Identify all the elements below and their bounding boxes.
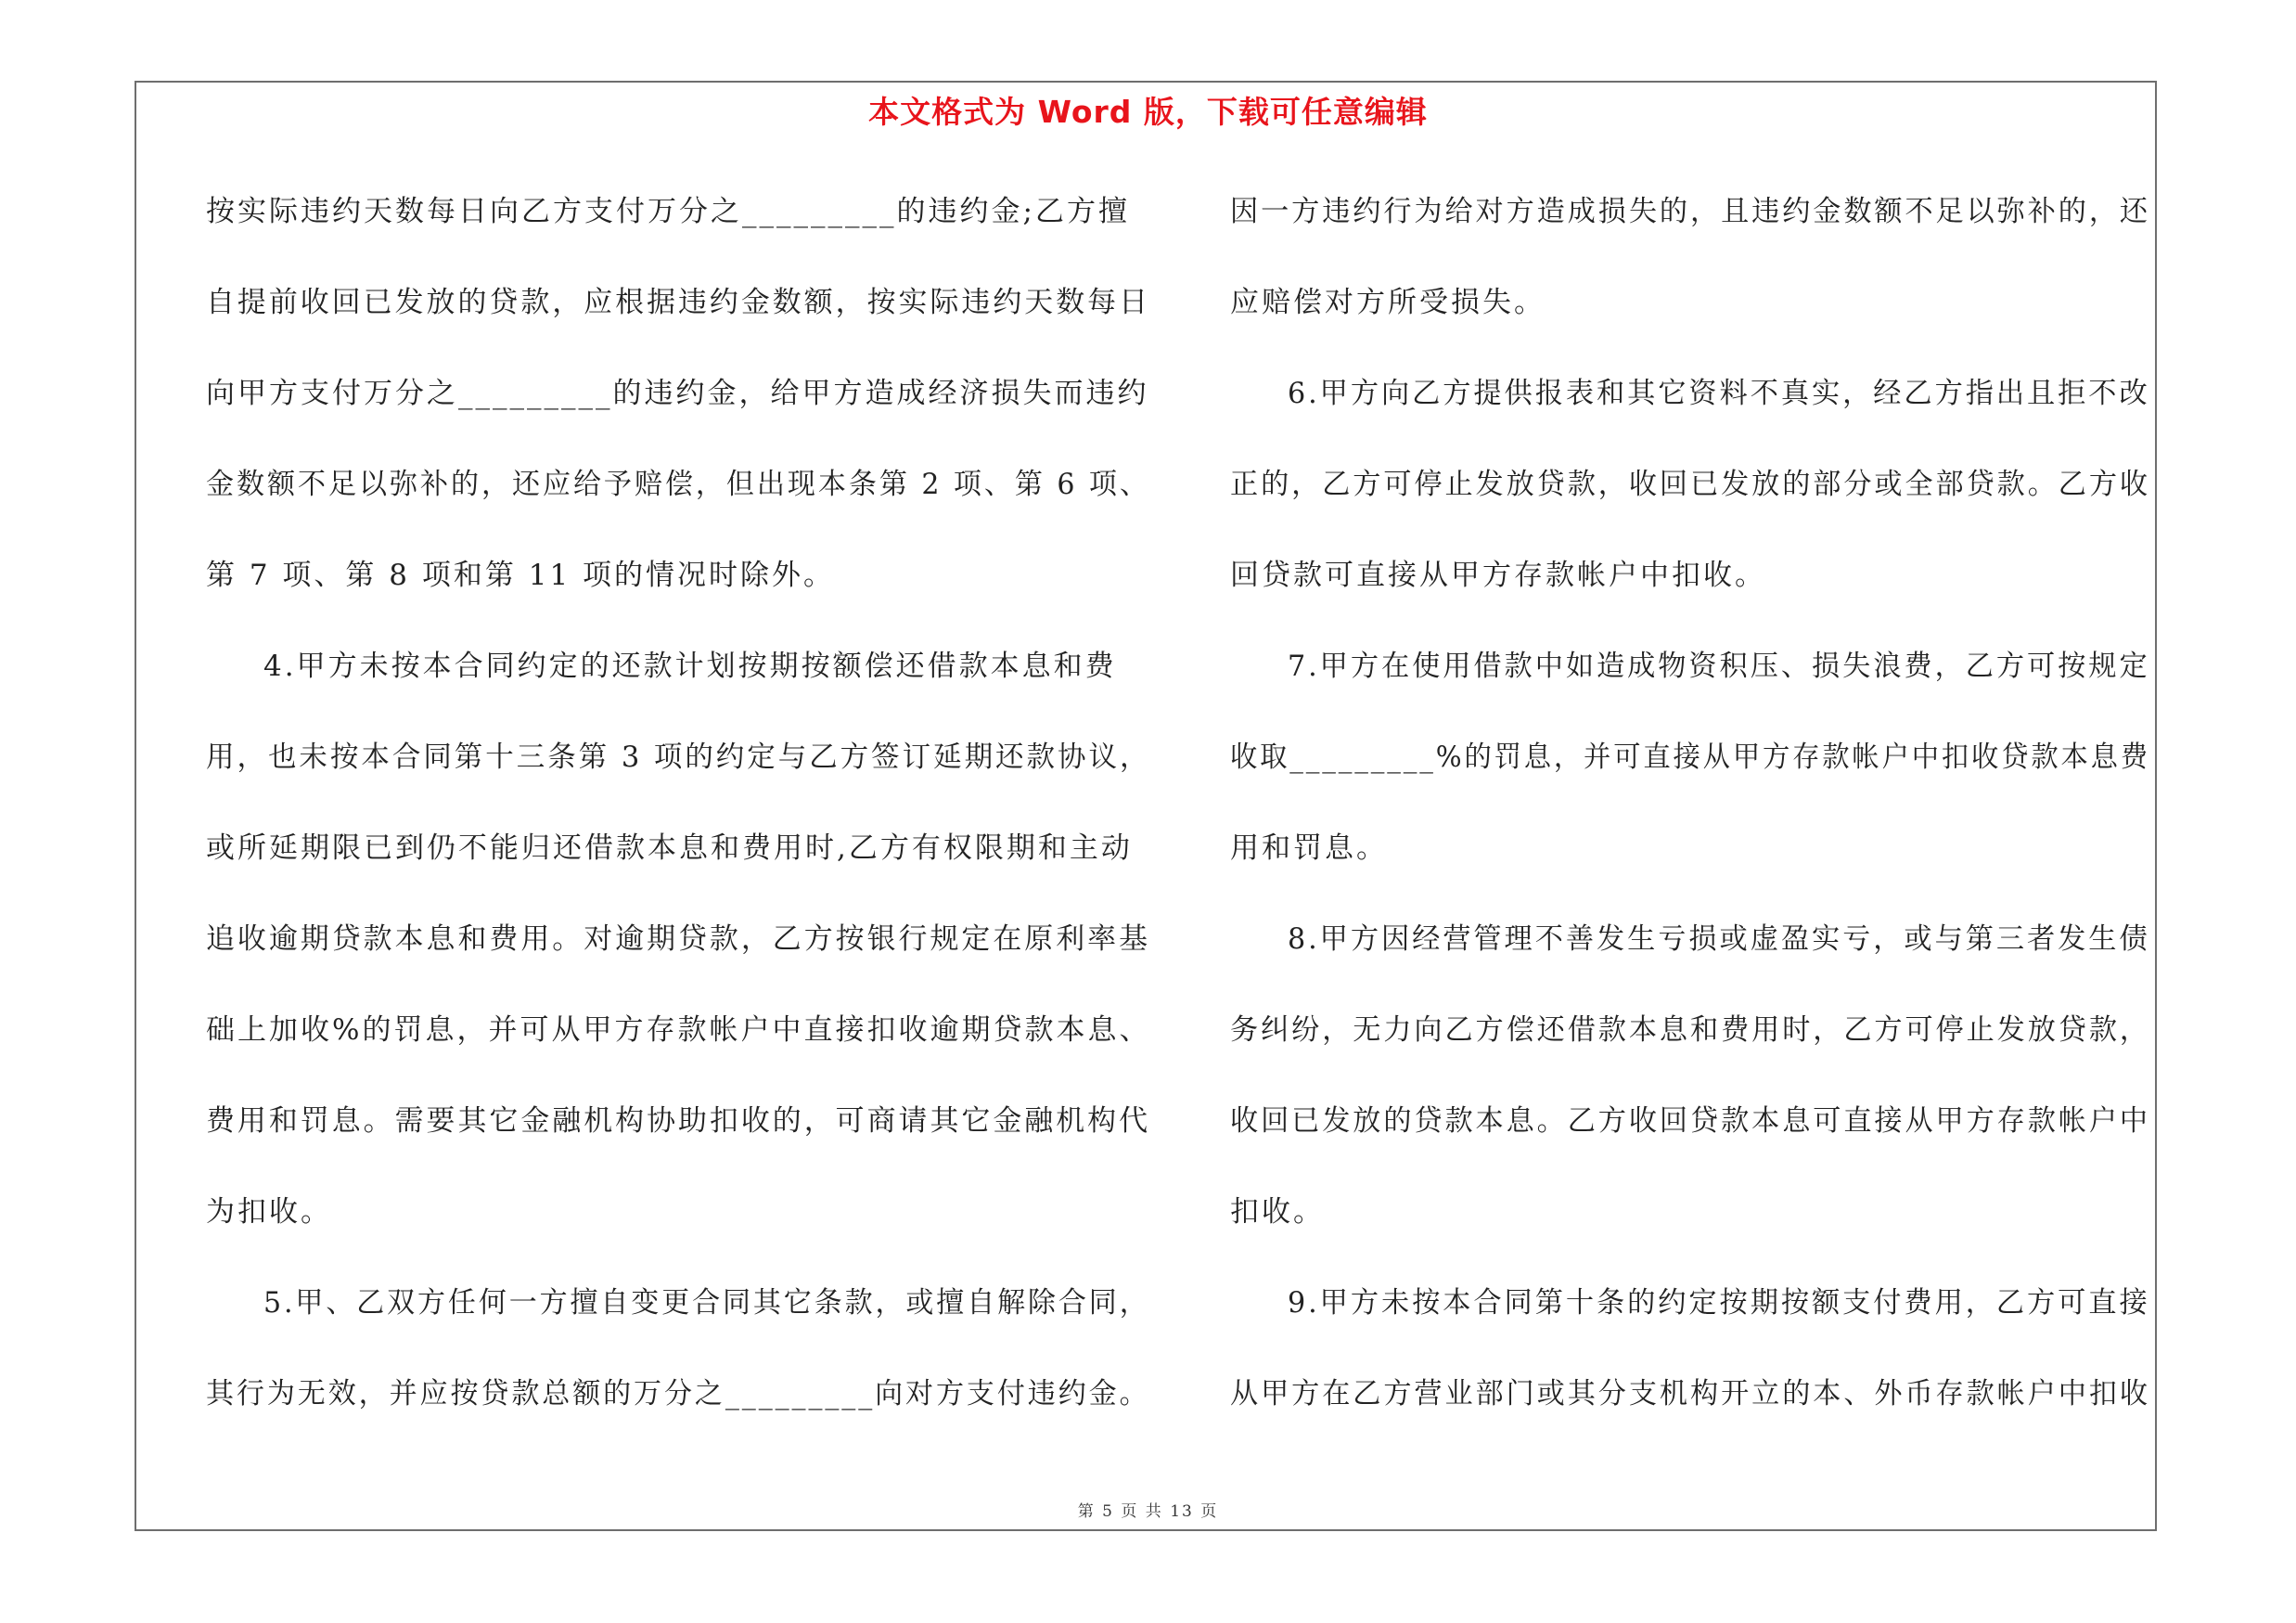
text-line: 础上加收%的罚息，并可从甲方存款帐户中直接扣收逾期贷款本息、 [206,1013,1151,1047]
text-line: 从甲方在乙方营业部门或其分支机构开立的本、外币存款帐户中扣收 [1230,1377,2150,1410]
text-line: 务纠纷，无力向乙方偿还借款本息和费用时，乙方可停止发放贷款， [1230,1013,2150,1047]
paragraph-6-start: 6.甲方向乙方提供报表和其它资料不真实，经乙方指出且拒不改 [1288,377,2150,410]
paragraph-8-start: 8.甲方因经营管理不善发生亏损或虚盈实亏，或与第三者发生债 [1288,922,2150,956]
text-line: 金数额不足以弥补的，还应给予赔偿，但出现本条第 2 项、第 6 项、 [206,468,1150,501]
text-line: 收取_________%的罚息，并可直接从甲方存款帐户中扣收贷款本息费 [1230,741,2150,774]
text-line: 第 7 项、第 8 项和第 11 项的情况时除外。 [206,559,836,592]
text-line: 用，也未按本合同第十三条第 3 项的约定与乙方签订延期还款协议， [206,741,1151,774]
text-line: 追收逾期贷款本息和费用。对逾期贷款，乙方按银行规定在原利率基 [206,922,1150,956]
text-line: 其行为无效，并应按贷款总额的万分之_________向对方支付违约金。 [206,1377,1150,1410]
paragraph-4-start: 4.甲方未按本合同约定的还款计划按期按额偿还借款本息和费 [263,650,1117,683]
paragraph-9-start: 9.甲方未按本合同第十条的约定按期按额支付费用，乙方可直接 [1288,1286,2150,1320]
text-line: 收回已发放的贷款本息。乙方收回贷款本息可直接从甲方存款帐户中 [1230,1104,2150,1138]
text-line: 费用和罚息。需要其它金融机构协助扣收的，可商请其它金融机构代 [206,1104,1150,1138]
text-line: 按实际违约天数每日向乙方支付万分之_________的违约金;乙方擅 [206,195,1130,228]
paragraph-7-start: 7.甲方在使用借款中如造成物资积压、损失浪费，乙方可按规定 [1288,650,2150,683]
text-line: 为扣收。 [206,1195,332,1229]
paragraph-5-start: 5.甲、乙双方任何一方擅自变更合同其它条款，或擅自解除合同， [263,1286,1150,1320]
text-line: 因一方违约行为给对方造成损失的，且违约金数额不足以弥补的，还 [1230,195,2150,228]
text-line: 自提前收回已发放的贷款，应根据违约金数额，按实际违约天数每日 [206,286,1150,319]
text-line: 回贷款可直接从甲方存款帐户中扣收。 [1230,559,1766,592]
page-number-footer: 第 5 页 共 13 页 [1077,1502,1219,1521]
text-line: 用和罚息。 [1230,831,1388,865]
text-line: 应赔偿对方所受损失。 [1230,286,1546,319]
text-line: 正的，乙方可停止发放贷款，收回已发放的部分或全部贷款。乙方收 [1230,468,2150,501]
word-format-banner: 本文格式为 Word 版，下载可任意编辑 [868,94,1428,130]
text-line: 扣收。 [1230,1195,1325,1229]
text-line: 向甲方支付万分之_________的违约金，给甲方造成经济损失而违约 [206,377,1149,410]
text-line: 或所延期限已到仍不能归还借款本息和费用时,乙方有权限期和主动 [206,831,1133,865]
